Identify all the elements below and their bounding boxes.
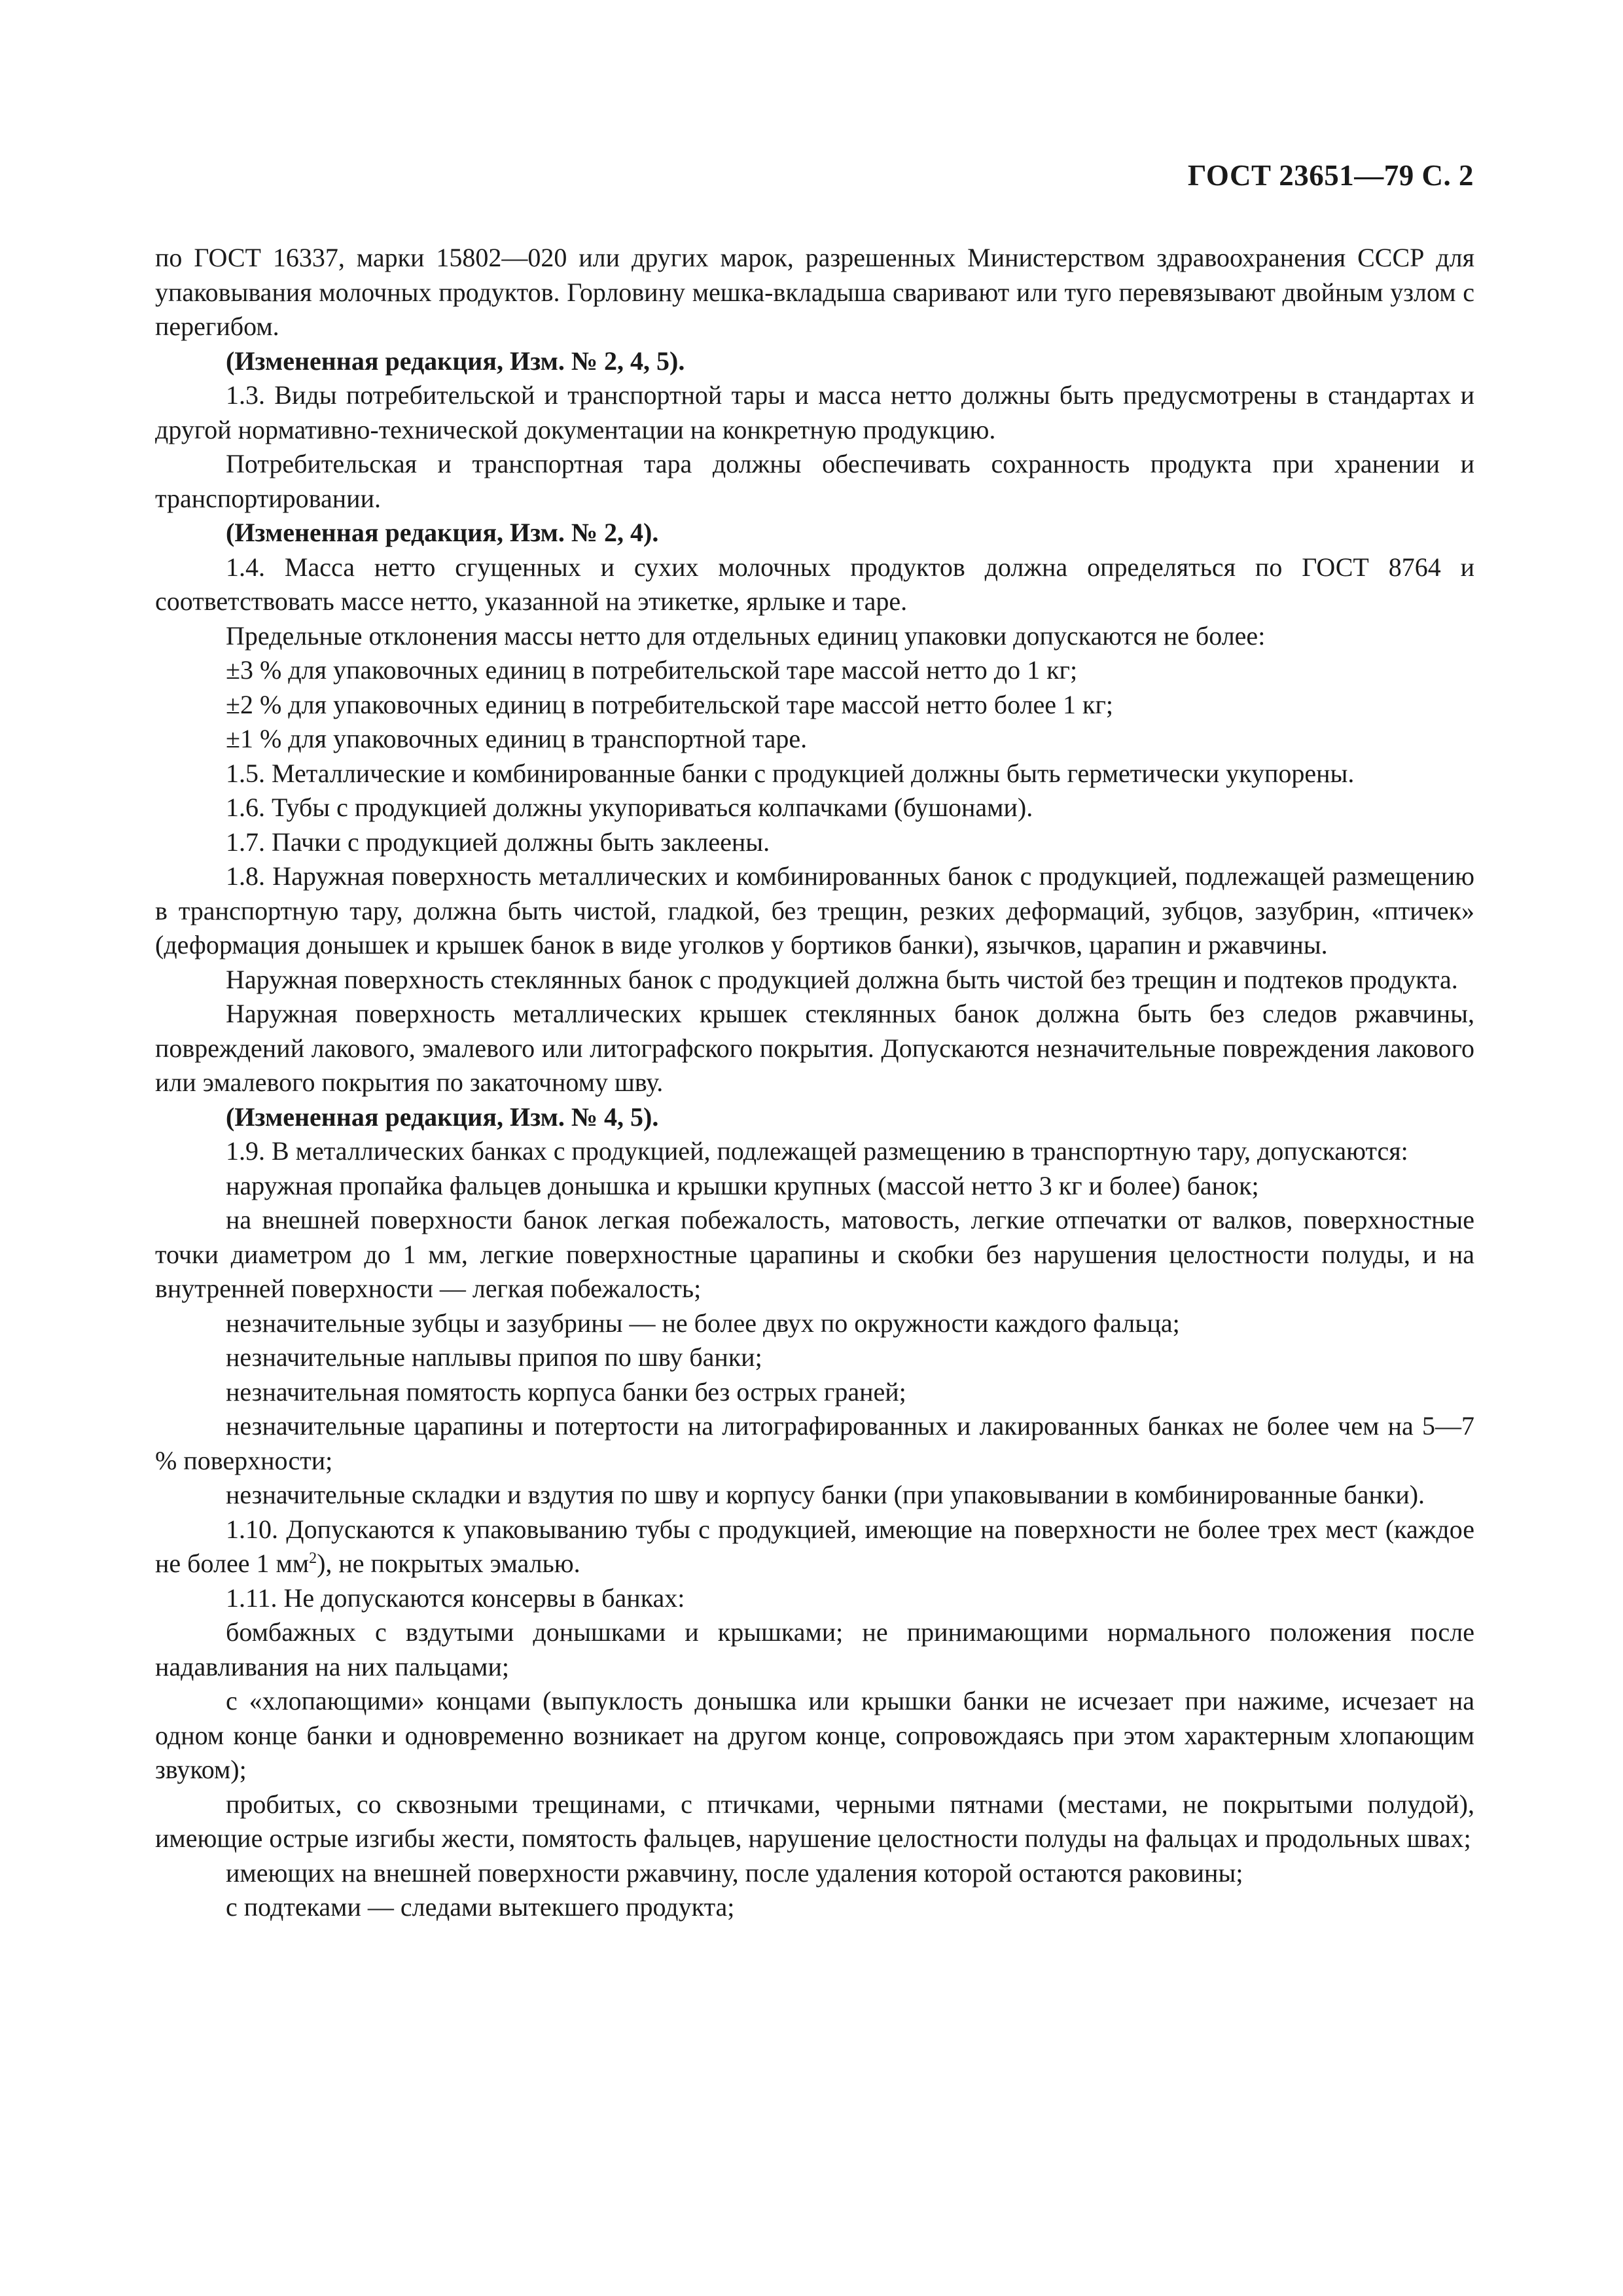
list-item: с подтеками — следами вытекшего продукта; [226,1892,735,1922]
clause-1-8: 1.8. Наружная поверхность металлических и комбинированных банок с продукцией, подлежащей размещению в транспортную тару, должна быть чистой, гладкой, без трещин, резких деформаций, зубцов, зазубрин, «птичек» (деформация донышек и крышек банок в виде уголков у бортиков банки), язычков, царапин и ржавчины. [155,861,1474,960]
list-item: пробитых, со сквозными трещинами, с птичками, черными пятнами (местами, не покрытыми полудой), имеющие острые изгибы жести, помятость фальцев, нарушение целостности полуды на фальцах и продольных швах; [155,1789,1474,1853]
clause-1-7: 1.7. Пачки с продукцией должны быть заклеены. [226,827,770,857]
amendment-note: (Измененная редакция, Изм. № 2, 4). [226,518,659,547]
clause-1-11: 1.11. Не допускаются консервы в банках: [226,1583,685,1613]
list-item: имеющих на внешней поверхности ржавчину, после удаления которой остаются раковины; [226,1857,1243,1888]
paragraph: Наружная поверхность стеклянных банок с продукцией должна быть чистой без трещин и подтеков продукта. [226,964,1458,994]
tolerance-item: ±2 % для упаковочных единиц в потребительской таре массой нетто более 1 кг; [226,689,1113,719]
clause-1-3: 1.3. Виды потребительской и транспортной тары и масса нетто должны быть предусмотрены в стандартах и другой нормативно-технической документации на конкретную продукцию. [155,380,1474,444]
list-item: незначительная помятость корпуса банки без острых граней; [226,1376,906,1407]
amendment-note: (Измененная редакция, Изм. № 4, 5). [226,1102,659,1132]
clause-text: 1.10. Допускаются к упаковыванию тубы с продукцией, имеющие на поверхности не более трех мест (каждое не более 1 мм [155,1514,1474,1578]
paragraph: Потребительская и транспортная тара должны обеспечивать сохранность продукта при хранении и транспортировании. [155,449,1474,513]
clause-1-9: 1.9. В металлических банках с продукцией, подлежащей размещению в транспортную тару, допускаются: [226,1136,1408,1166]
tolerance-item: ±3 % для упаковочных единиц в потребительской таре массой нетто до 1 кг; [226,655,1078,685]
list-item: бомбажных с вздутыми донышками и крышками; не принимающими нормального положения после надавливания на них пальцами; [155,1617,1474,1681]
list-item: на внешней поверхности банок легкая побежалость, матовость, легкие отпечатки от валков, поверхностные точки диаметром до 1 мм, легкие поверхностные царапины и скобки без нарушения целостности полуды, и на внутренней поверхности — легкая побежалость; [155,1205,1474,1303]
list-item: с «хлопающими» концами (выпуклость донышка или крышки банки не исчезает при нажиме, исчезает на одном конце банки и одновременно возникает на другом конце, сопровождаясь при этом характерным хлопающим звуком); [155,1686,1474,1784]
tolerance-item: ±1 % для упаковочных единиц в транспортной таре. [226,724,808,753]
paragraph: Предельные отклонения массы нетто для отдельных единиц упаковки допускаются не более: [226,620,1266,651]
amendment-note: (Измененная редакция, Изм. № 2, 4, 5). [226,346,685,376]
page-header: ГОСТ 23651—79 С. 2 [1187,159,1474,192]
superscript: 2 [309,1550,317,1567]
clause-text-end: ), не покрытых эмалью. [317,1549,580,1578]
list-item: незначительные наплывы припоя по шву банки; [226,1342,762,1372]
paragraph: Наружная поверхность металлических крышек стеклянных банок должна быть без следов ржавчины, повреждений лакового, эмалевого или литографского покрытия. Допускаются незначительные повреждения лакового или эмалевого покрытия по закаточному шву. [155,999,1474,1097]
paragraph: по ГОСТ 16337, марки 15802—020 или других марок, разрешенных Министерством здравоохранения СССР для упаковывания молочных продуктов. Горловину мешка-вкладыша сваривают или туго перевязывают двойным узлом с перегибом. [155,243,1474,341]
list-item: наружная пропайка фальцев донышка и крышки крупных (массой нетто 3 кг и более) банок; [226,1170,1259,1200]
document-body [155,241,1474,1925]
clause-1-6: 1.6. Тубы с продукцией должны укупориваться колпачками (бушонами). [226,793,1033,822]
list-item: незначительные складки и вздутия по шву и корпусу банки (при упаковывании в комбинированные банки). [226,1480,1425,1509]
list-item: незначительные царапины и потертости на литографированных и лакированных банках не более чем на 5—7 % поверхности; [155,1411,1474,1475]
clause-1-4: 1.4. Масса нетто сгущенных и сухих молочных продуктов должна определяться по ГОСТ 8764 и соответствовать массе нетто, указанной на этикетке, ярлыке и таре. [155,552,1474,616]
list-item: незначительные зубцы и зазубрины — не более двух по окружности каждого фальца; [226,1308,1180,1338]
clause-1-10 [155,1513,1474,1581]
clause-1-5: 1.5. Металлические и комбинированные банки с продукцией должны быть герметически укупорены. [226,758,1355,788]
